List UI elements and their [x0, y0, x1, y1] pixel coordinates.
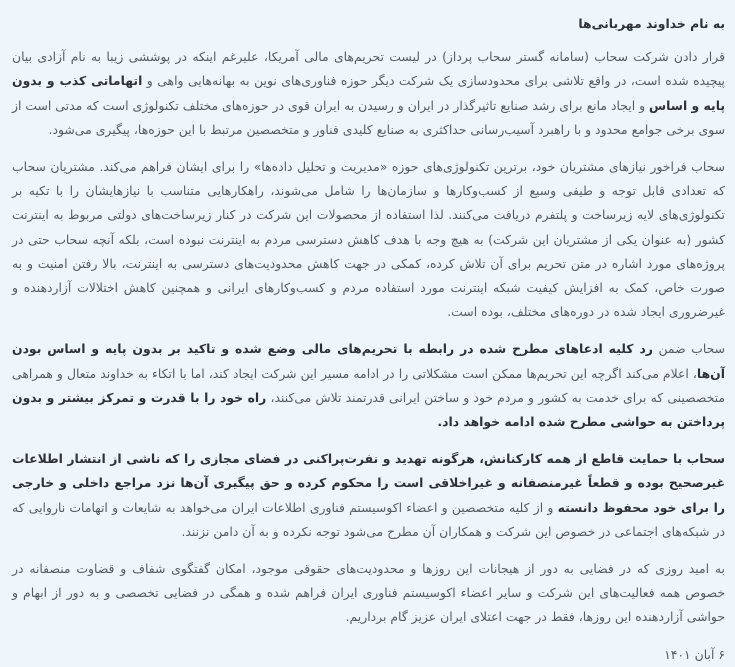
paragraph-5: به امید روزی که در فضایی به دور از هیجانات این روزها و محدودیت‌های حقوقی موجود، امکان گفتگوی شفاف و قضاوت منصفانه در خصوص همه فعالیت‌های این شرکت و سایر اعضاء اکوسیستم فناوری ایران فراهم شده و همگی در فضایی تخصصی و به دور از ابهام و حواشی آزاردهنده این روزها، فقط در جهت اعتلای ایران عزیز گام برداریم. — [12, 561, 725, 625]
paragraph-2: سحاب فراخور نیازهای مشتریان خود، برترین تکنولوژی‌های حوزه «مدیریت و تحلیل داده‌ها» را برای ایشان فراهم می‌کند. مشتریان سحاب که تعدادی قابل توجه و طیفی وسیع از کسب‌وکارها و سازمان‌ها را شامل می‌شوند، راهکارهایی متناسب با نیازهایشان را با تکیه بر تکنولوژی‌های لایه زیرساخت و پلتفرم دریافت می‌کنند. لذا استفاده از محصولات این شرکت در کنار زیرساخت‌های دولتی مربوط به اینترنت کشور (به عنوان یکی از مشتریان این شرکت) به هیچ وجه با هدف کاهش دسترسی مردم به اینترنت نبوده است، بلکه آنچه سحاب حتی در پروژه‌های مورد اشاره در متن تحریم برای آن تلاش کرده، کمکی در جهت کاهش محدودیت‌های دسترسی به اینترنت، بالا رفتن امنیت و به صورت خاص، کمک به افزایش کیفیت شبکه اینترنت مورد استفاده مردم و کسب‌وکارهای ایرانی و همچنین کاهش اختلالات آزاردهنده و غیرضروری ایجاد شده در دوره‌های مختلف، بوده است. — [12, 159, 725, 320]
paragraph-4-bold: سحاب با حمایت قاطع از همه کارکنانش، هرگونه تهدید و نفرت‌پراکنی در فضای مجازی را که ناشی از انتشار اطلاعات غیرصحیح بوده و قطعاً غیرمنصفانه و غیراخلاقی است را محکوم کرده و حق پیگیری آن‌ها نزد مراجع داخلی و خارجی را برای خود محفوظ دانسته — [12, 451, 725, 515]
paragraph-3 — [12, 337, 725, 434]
paragraph-3-bold-2: راه خود را با قدرت و تمرکز بیشتر و بدون پرداختن به حواشی مطرح شده ادامه خواهد داد. — [12, 389, 725, 430]
paragraph-1-text-c: و ایجاد مانع برای رشد صنایع تاثیرگذار در ایران و رسیدن به ایران قوی در حوزه‌های مختلف تکنولوژی است که مدتی است از سوی برخی جوامع محدود و با راهبرد آسیب‌رسانی حداکثری به صنایع کلیدی فناور و متخصصین مرتبط با این حوزه‌ها، پیگیری می‌شود. — [12, 97, 725, 137]
paragraph-4-text-b: و از کلیه متخصصین و اعضاء اکوسیستم فناوری اطلاعات ایران می‌خواهد به شایعات و اتهامات ناروایی که در شبکه‌های اجتماعی در خصوص این شرکت و همکاران آن مطرح می‌شود توجه نکرده و به آن دامن نزنند. — [12, 499, 725, 539]
paragraph-4 — [12, 447, 725, 544]
statement-date: ۶ آبان ۱۴۰۱ — [664, 646, 725, 662]
paragraph-1 — [12, 45, 725, 142]
document-heading: به نام خداوند مهربانی‌ها — [578, 16, 725, 31]
paragraph-1-text-a: قرار دادن شرکت سحاب (سامانه گستر سحاب پرداز) در لیست تحریم‌های مالی آمریکا، علیرغم اینکه در پوششی زیبا به نام آزادی بیان پیچیده شده است، در واقع تلاشی برای محدودسازی یک شرکت دیگر حوزه فناوری‌های نوین به بهانه‌هایی واهی و — [12, 49, 726, 89]
paragraph-3-text-a: سحاب ضمن — [652, 341, 725, 357]
paragraph-1-bold: اتهاماتی کذب و بدون پایه و اساس — [12, 73, 725, 113]
paragraph-3-text-c: ، اعلام می‌کند اگرچه این تحریم‌ها ممکن است مشکلاتی را در ادامه مسیر این شرکت ایجاد کند، اما با اتکاء به خداوند متعال و همراهی متخصصینی که برای خدمت به کشور و مردم خود و ساختن ایرانی قدرتمند تلاش می‌کنند، — [12, 365, 725, 405]
paragraph-3-bold-1: رد کلیه ادعاهای مطرح شده در رابطه با تحریم‌های مالی وضع شده و تاکید بر بدون پایه و اساس بودن آن‌ها — [12, 341, 725, 381]
